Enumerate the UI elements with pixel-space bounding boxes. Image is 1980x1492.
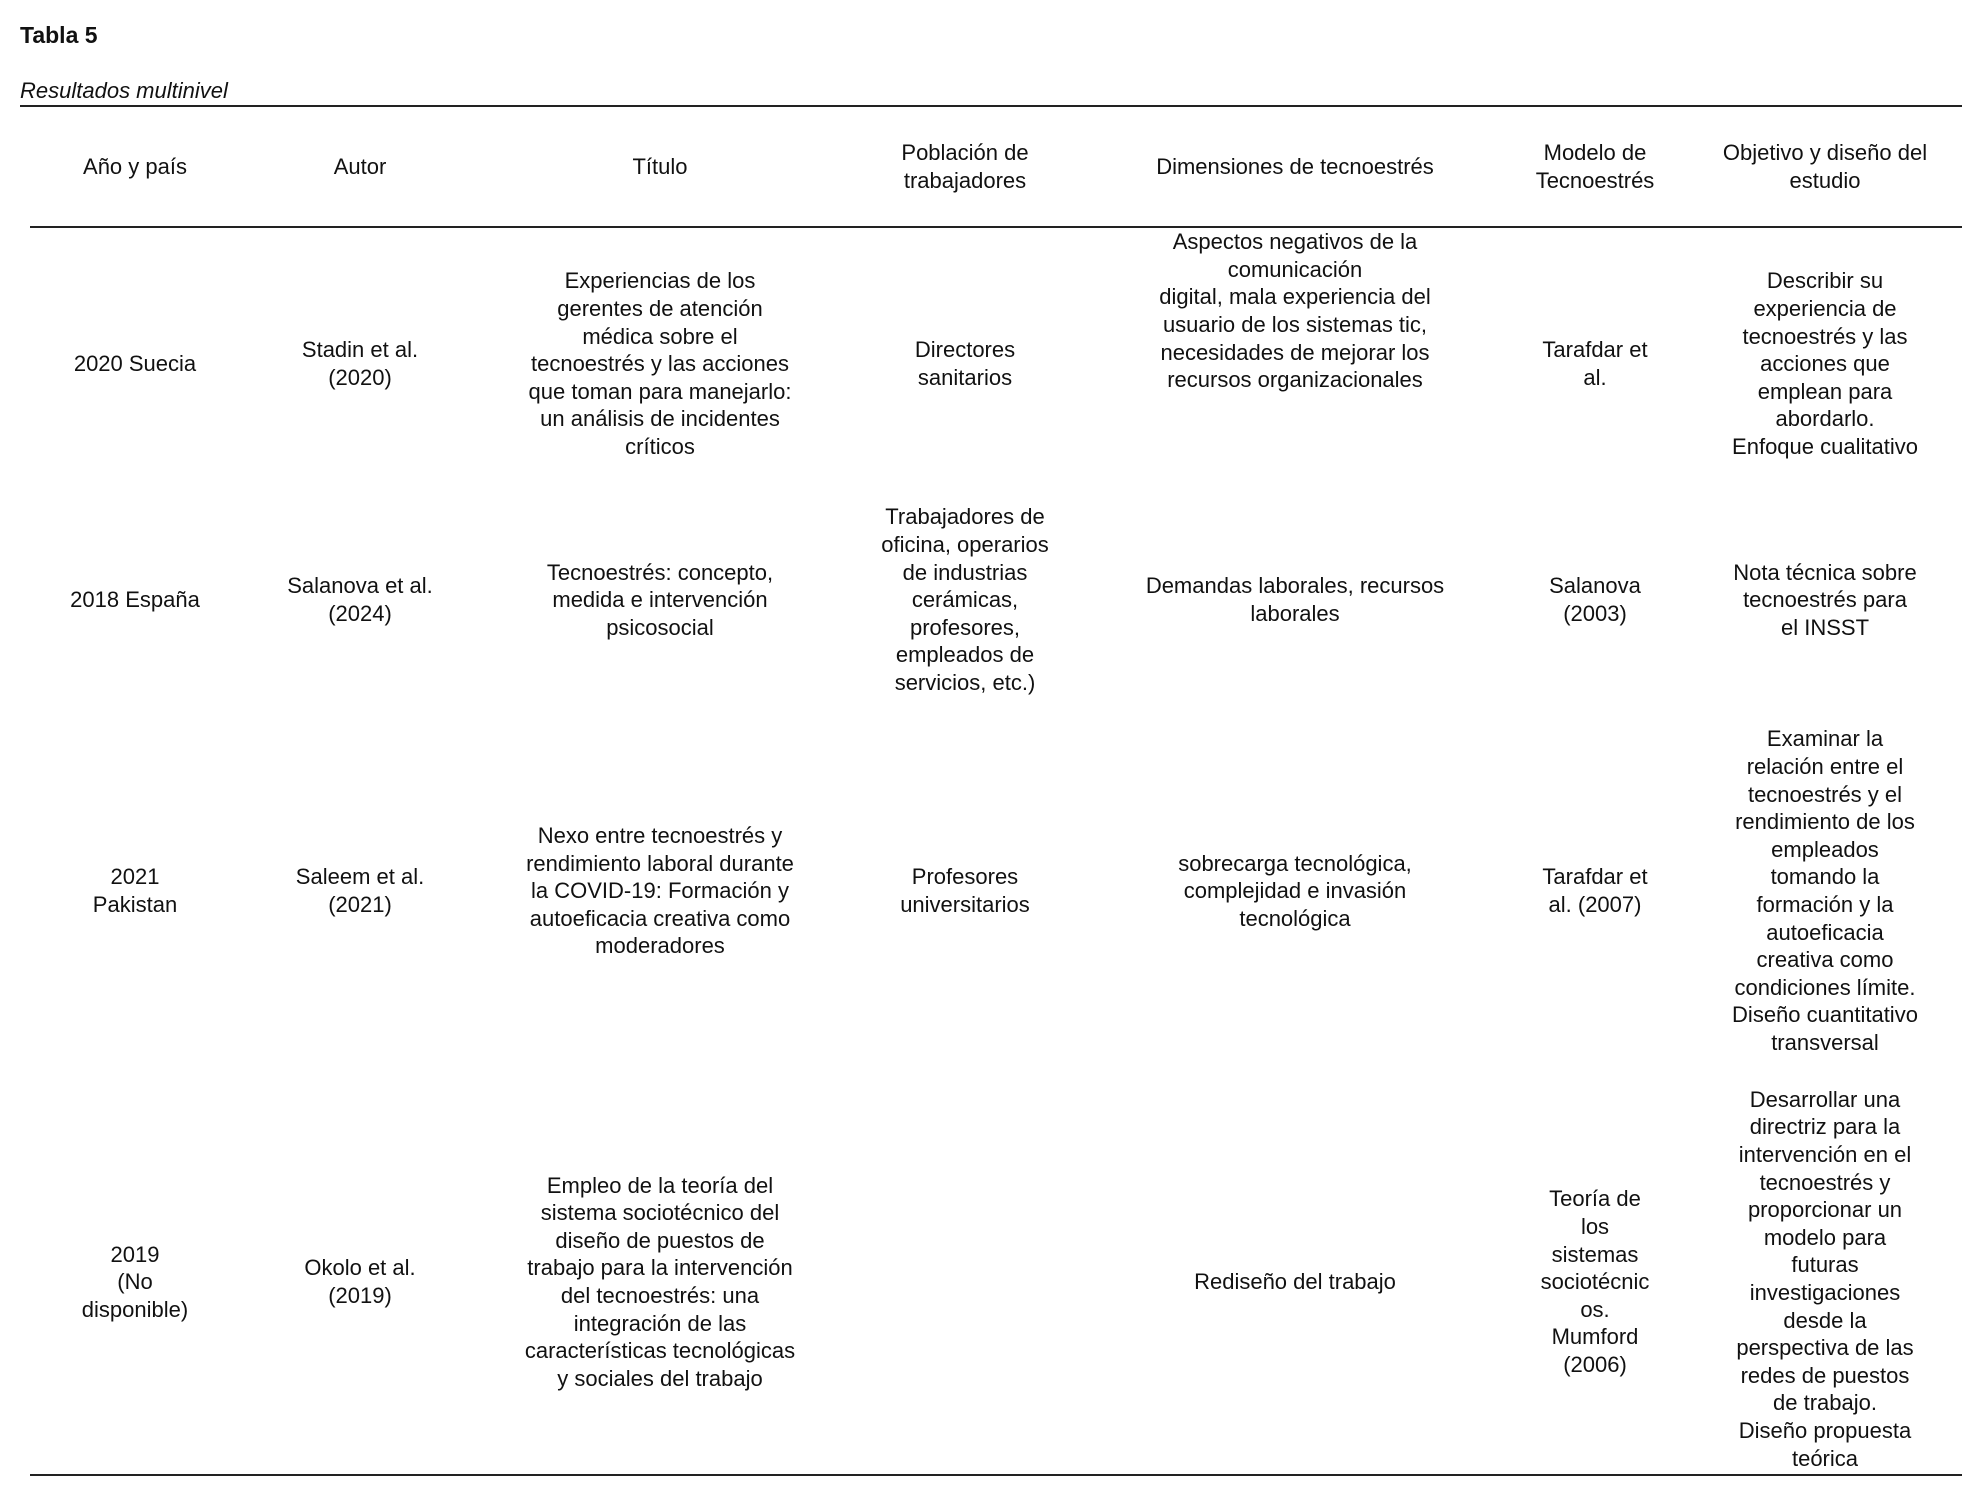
cell-model: Teoría de los sistemas sociotécnic os. Mumford (2006) (1540, 1186, 1650, 1377)
table-label: Tabla 5 (20, 22, 98, 48)
cell-population: Trabajadores de oficina, operarios de industrias cerámicas, profesores, empleados de servicios, etc.) (881, 504, 1049, 695)
table-bottom-rule (30, 1474, 1962, 1476)
table-caption: Resultados multinivel (20, 78, 228, 103)
cell-population (855, 1090, 1075, 1474)
header-objective: Objetivo y diseño del estudio (1722, 140, 1928, 193)
cell-author: Okolo et al. (2019) (304, 1255, 416, 1308)
cell-model: Tarafdar et al. (1542, 337, 1648, 390)
cell-dimensions: Aspectos negativos de la comunicación digital, mala experiencia del usuario de los sistemas tic, necesidades de mejorar los recursos organizacionales (1159, 229, 1431, 393)
cell-year-country: 2021 Pakistan (92, 864, 178, 917)
cell-population: Profesores universitarios (900, 864, 1030, 917)
table-top-rule (20, 105, 1962, 107)
cell-model: Tarafdar et al. (2007) (1542, 864, 1648, 917)
header-year-country: Año y país (83, 154, 187, 180)
header-author: Autor (333, 154, 387, 180)
cell-dimensions: sobrecarga tecnológica, complejidad e invasión tecnológica (1178, 850, 1412, 931)
cell-objective: Describir su experiencia de tecnoestrés y las acciones que emplean para abordarlo. Enfoque cualitativo (1732, 268, 1918, 459)
cell-objective: Desarrollar una directriz para la intervención en el tecnoestrés y proporcionar un modelo para futuras investigaciones desde la perspectiva de las redes de puestos de trabajo. Diseño propuesta teórica (1736, 1086, 1914, 1471)
cell-year-country: 2019 (No disponible) (81, 1241, 189, 1322)
cell-dimensions: Rediseño del trabajo (1194, 1269, 1396, 1295)
cell-title: Experiencias de los gerentes de atención médica sobre el tecnoestrés y las acciones que toman para manejarlo: un análisis de incidentes críticos (528, 268, 792, 459)
cell-year-country: 2020 Suecia (73, 351, 197, 377)
cell-title: Tecnoestrés: concepto, medida e intervención psicosocial (546, 559, 774, 640)
header-model: Modelo de Tecnoestrés (1535, 140, 1655, 193)
cell-objective: Examinar la relación entre el tecnoestrés y el rendimiento de los empleados tomando la formación y la autoeficacia creativa como condiciones límite. Diseño cuantitativo transversal (1732, 726, 1918, 1055)
cell-author: Salanova et al. (2024) (287, 573, 433, 626)
cell-title: Nexo entre tecnoestrés y rendimiento laboral durante la COVID-19: Formación y autoeficacia creativa como moderadores (526, 823, 794, 959)
header-title: Título (632, 154, 688, 180)
cell-objective: Nota técnica sobre tecnoestrés para el INSST (1733, 559, 1917, 640)
cell-population: Directores sanitarios (914, 337, 1016, 390)
cell-author: Stadin et al. (2020) (301, 337, 419, 390)
header-population: Población de trabajadores (901, 140, 1029, 193)
cell-dimensions: Demandas laborales, recursos laborales (1145, 573, 1445, 626)
header-dimensions: Dimensiones de tecnoestrés (1156, 154, 1434, 180)
cell-model: Salanova (2003) (1549, 573, 1641, 626)
cell-title: Empleo de la teoría del sistema sociotécnico del diseño de puestos de trabajo para la intervención del tecnoestrés: una integración de las características tecnológicas y sociales del trabajo (524, 1172, 796, 1391)
cell-author: Saleem et al. (2021) (295, 864, 425, 917)
cell-year-country: 2018 España (70, 587, 200, 613)
